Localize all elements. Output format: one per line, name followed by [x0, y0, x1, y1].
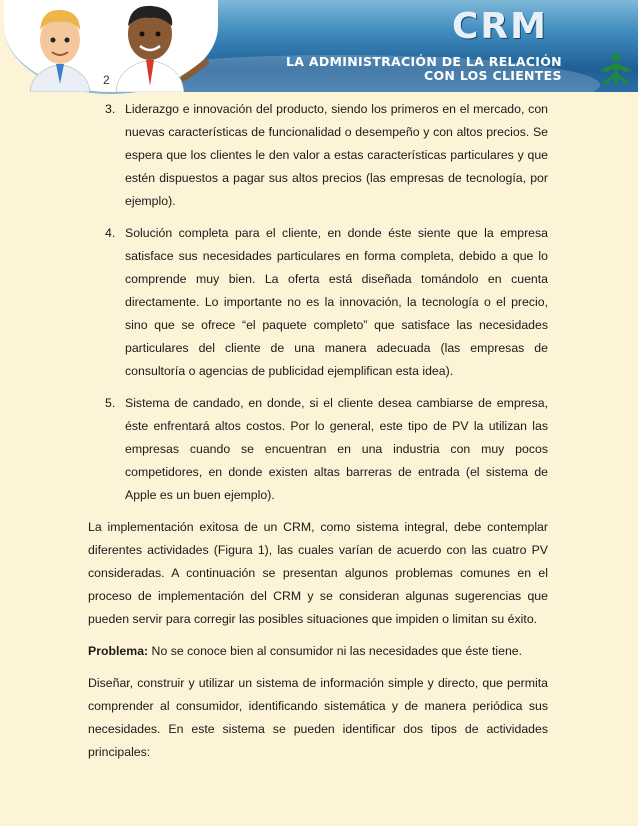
banner-subtitle-line2: CON LOS CLIENTES: [424, 68, 562, 83]
list-item: [88, 98, 548, 213]
problem-label: Problema:: [88, 644, 149, 658]
problem-text: No se conoce bien al consumidor ni las necesidades que éste tiene.: [148, 644, 523, 658]
banner-subtitle-line1: LA ADMINISTRACIÓN DE LA RELACIÓN: [286, 54, 562, 69]
list-item-number: 3.: [105, 102, 116, 116]
header: [0, 0, 638, 96]
list-item-text: Liderazgo e innovación del producto, siendo los primeros en el mercado, con nuevas características de funcionalidad o desempeño y con altos precios. Se espera que los clientes le den valor a estas características particulares y que estén dispuestos a pagar sus altos precios (las empresas de tecnología, por ejemplo).: [125, 102, 548, 208]
problem-statement: [88, 640, 548, 663]
list-item-number: 5.: [105, 396, 116, 410]
list-item-text: Sistema de candado, en donde, si el cliente desea cambiarse de empresa, éste enfrentará altos costos. Por lo general, este tipo de PV la utilizan las empresas cuando se encuentran en una industria con muy pocos competidores, en donde existen altas barreras de entrada (el sistema de Apple es un buen ejemplo).: [125, 396, 548, 502]
sena-logo-icon: [596, 50, 636, 88]
paragraph-solution: Diseñar, construir y utilizar un sistema de información simple y directo, que permita comprender al consumidor, identificando sistemática y de manera periódica sus necesidades. En este sistema se pueden identificar dos tipos de actividades principales:: [88, 676, 548, 759]
pv-list: [88, 98, 548, 507]
banner-title: CRM: [452, 6, 548, 47]
list-item-number: 4.: [105, 226, 116, 240]
two-men-cartoon-icon: [20, 0, 210, 92]
list-item: [88, 392, 548, 507]
page-content: [88, 98, 548, 773]
page-number: 2: [103, 73, 110, 87]
list-item: [88, 222, 548, 383]
paragraph-implementation: La implementación exitosa de un CRM, como sistema integral, debe contemplar diferentes actividades (Figura 1), las cuales varían de acuerdo con las cuatro PV consideradas. A continuación se presentan algunos problemas comunes en el proceso de implementación del CRM y se consideran algunas sugerencias que pueden servir para corregir las posibles situaciones que impiden o limitan su éxito.: [88, 520, 548, 626]
list-item-text: Solución completa para el cliente, en donde éste siente que la empresa satisface sus necesidades particulares en forma completa, debido a que lo comprende muy bien. La oferta está diseñada tomándolo en cuenta directamente. Lo importante no es la innovación, la tecnología o el precio, sino que se ofrece “el paquete completo” que satisface las necesidades particulares del cliente de una manera adecuada (las empresas de consultoría o agencias de publicidad ejemplifican esta idea).: [125, 226, 548, 378]
